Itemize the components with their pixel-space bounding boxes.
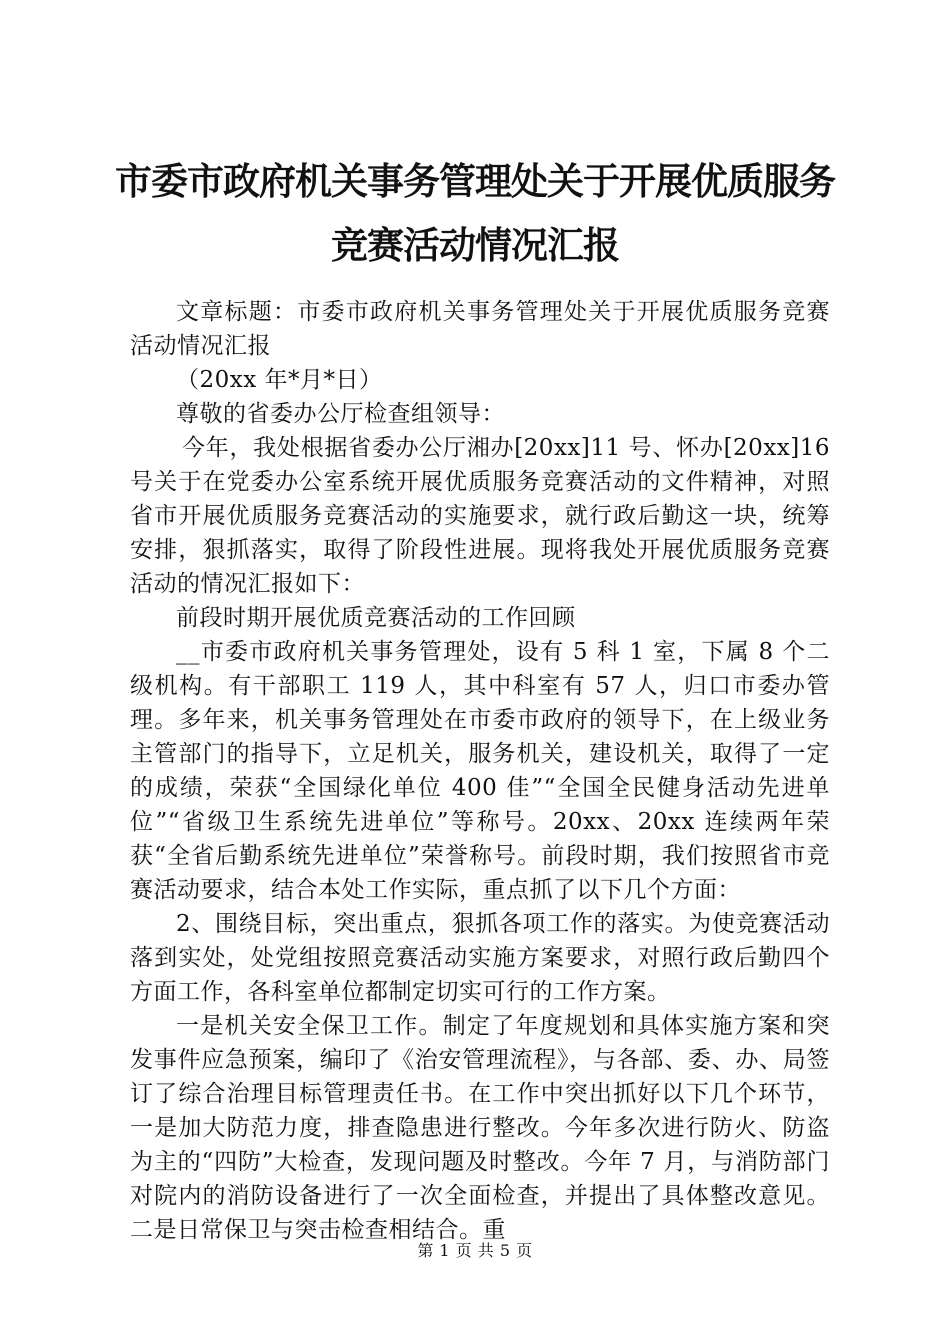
overview-paragraph: __市委市政府机关事务管理处，设有 5 科 1 室，下属 8 个二级机构。有干部职工 119 人，其中科室有 57 人，归口市委办管理。多年来，机关事务管理处在市委市政府的领导下，在上级业务主管部门的指导下，立足机关，服务机关，建设机关，取得了一定的成绩，荣获“全国绿化单位 400 佳”“全国全民健身活动先进单位”“省级卫生系统先进单位”等称号。20xx、20xx 连续两年荣获“全省后勤系统先进单位”荣誉称号。前段时期，我们按照省市竞赛活动要求，结合本处工作实际，重点抓了以下几个方面： (130, 639, 830, 903)
focus-paragraph: 2、围绕目标，突出重点，狠抓各项工作的落实。为使竞赛活动落到实处，处党组按照竞赛活动实施方案要求，对照行政后勤四个方面工作，各科室单位都制定切实可行的工作方案。 (130, 911, 830, 1005)
intro-paragraph: 今年，我处根据省委办公厅湘办[20xx]11 号、怀办[20xx]16 号关于在党委办公室系统开展优质服务竞赛活动的文件精神，对照省市开展优质服务竞赛活动的实施要求，就行政后勤这一块，统筹安排，狠抓落实，取得了阶段性进展。现将我处开展优质服务竞赛活动的情况汇报如下： (130, 435, 830, 597)
date-line: （20xx 年*月*日） (176, 367, 383, 393)
article-title-paragraph: 文章标题：市委市政府机关事务管理处关于开展优质服务竞赛活动情况汇报 (130, 299, 830, 359)
section-heading: 前段时期开展优质竞赛活动的工作回顾 (176, 605, 576, 631)
security-paragraph: 一是机关安全保卫工作。制定了年度规划和具体实施方案和突发事件应急预案，编印了《治安管理流程》，与各部、委、办、局签订了综合治理目标管理责任书。在工作中突出抓好以下几个环节，一是加大防范力度，排查隐患进行整改。今年多次进行防火、防盗为主的“四防”大检查，发现问题及时整改。今年 7 月，与消防部门对院内的消防设备进行了一次全面检查，并提出了具体整改意见。二是日常保卫与突击检查相结合。重 (130, 1013, 830, 1243)
document-title-line-2: 竞赛活动情况汇报 (331, 224, 619, 267)
page-footer: 第 1 页 共 5 页 (417, 1241, 533, 1260)
salutation: 尊敬的省委办公厅检查组领导： (176, 401, 505, 427)
document-title-line-1: 市委市政府机关事务管理处关于开展优质服务 (115, 160, 835, 203)
document-body (130, 295, 830, 1247)
